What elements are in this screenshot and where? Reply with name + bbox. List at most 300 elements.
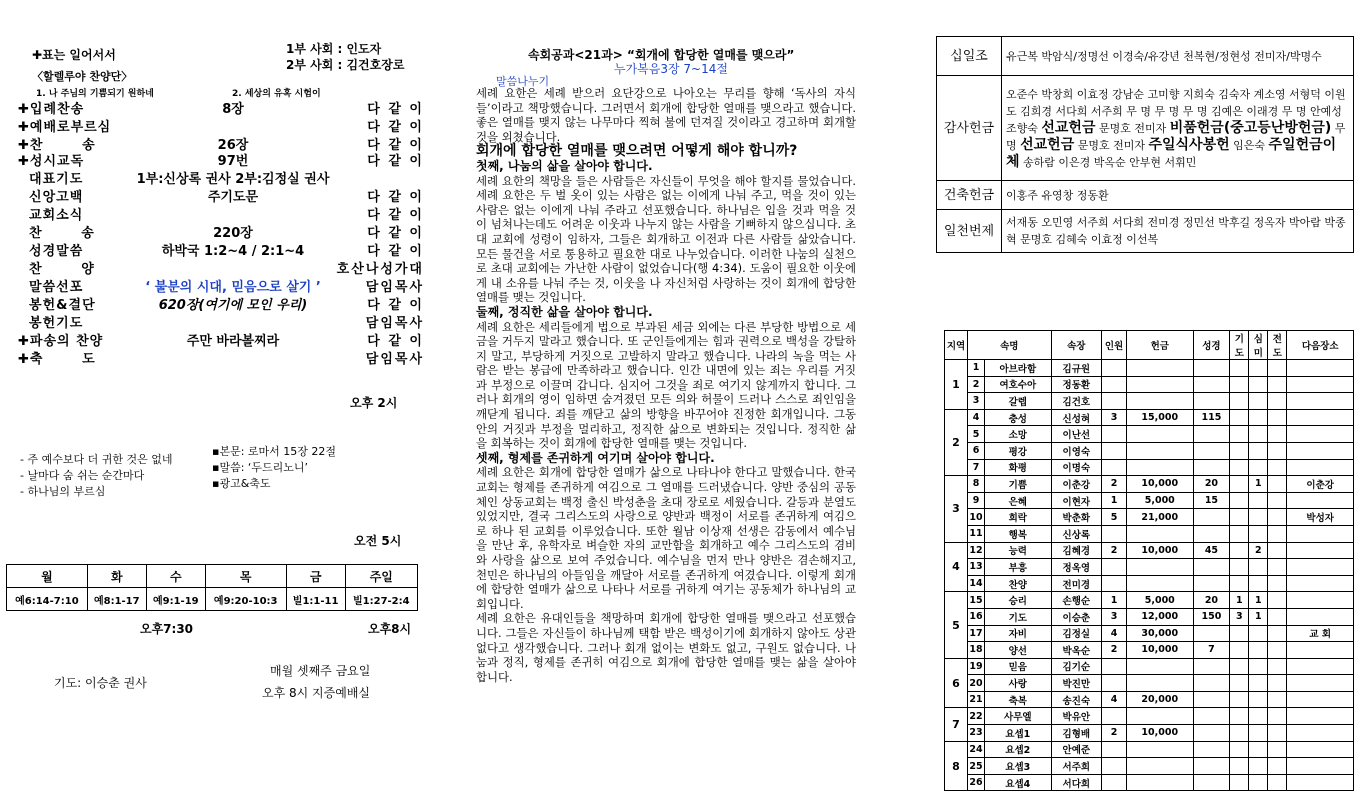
table-cell bbox=[1287, 741, 1354, 758]
table-cell: 12 bbox=[968, 542, 985, 559]
table-cell bbox=[1268, 592, 1287, 609]
table-cell: 김형배 bbox=[1051, 725, 1101, 742]
table-cell bbox=[1249, 459, 1268, 476]
region-cell: 3 bbox=[945, 476, 968, 542]
table-cell bbox=[1249, 559, 1268, 576]
table-cell bbox=[1127, 559, 1194, 576]
table-cell: 3 bbox=[1230, 608, 1249, 625]
table-cell bbox=[1230, 409, 1249, 426]
table-cell: 1 bbox=[1230, 592, 1249, 609]
table-cell bbox=[1287, 426, 1354, 443]
table-cell bbox=[1193, 525, 1230, 542]
table-cell bbox=[1127, 393, 1194, 410]
choir-name: 〈할렐루야 찬양단〉 bbox=[32, 70, 133, 83]
table-cell bbox=[1268, 741, 1287, 758]
table-cell: 4 bbox=[1102, 691, 1127, 708]
host-1: 1부 사회 : 인도자 bbox=[286, 42, 382, 56]
table-row bbox=[937, 37, 1354, 76]
table-cell bbox=[1287, 525, 1354, 542]
table-cell: 2 bbox=[968, 376, 985, 393]
order-item bbox=[18, 204, 428, 224]
table-cell bbox=[1230, 360, 1249, 377]
order-item bbox=[18, 276, 428, 296]
table-cell bbox=[1127, 360, 1194, 377]
table-cell: 25 bbox=[968, 758, 985, 775]
table-cell: 2 bbox=[1249, 542, 1268, 559]
table-cell: 5,000 bbox=[1127, 492, 1194, 509]
table-cell bbox=[1230, 442, 1249, 459]
table-cell bbox=[1249, 509, 1268, 526]
table-row bbox=[945, 575, 1354, 592]
table-row bbox=[945, 625, 1354, 642]
table-cell bbox=[1102, 675, 1127, 692]
table-cell: 8 bbox=[968, 476, 985, 493]
table-cell: 10,000 bbox=[1127, 542, 1194, 559]
host-2: 2부 사회 : 김건호장로 bbox=[286, 58, 405, 72]
table-cell bbox=[1249, 426, 1268, 443]
table-row bbox=[945, 442, 1354, 459]
column-header: 지역 bbox=[945, 331, 968, 360]
table-cell: 예8:1-17 bbox=[87, 588, 146, 611]
table-cell: 23 bbox=[968, 725, 985, 742]
table-cell bbox=[1193, 559, 1230, 576]
table-cell: 150 bbox=[1193, 608, 1230, 625]
table-cell bbox=[1287, 442, 1354, 459]
table-cell bbox=[1193, 675, 1230, 692]
table-cell bbox=[1268, 642, 1287, 659]
pm2-info bbox=[212, 444, 336, 492]
table-cell: 1 bbox=[1249, 608, 1268, 625]
order-item-label: 성경말씀 bbox=[18, 244, 84, 259]
table-cell: 17 bbox=[968, 625, 985, 642]
table-row bbox=[945, 691, 1354, 708]
column-header: 다음장소 bbox=[1287, 331, 1354, 360]
table-row bbox=[945, 741, 1354, 758]
table-cell: 송진숙 bbox=[1051, 691, 1101, 708]
order-item bbox=[18, 98, 428, 118]
table-cell: 15 bbox=[1193, 492, 1230, 509]
table-row bbox=[945, 758, 1354, 775]
order-item-leader: 호산나성가대 bbox=[336, 262, 424, 277]
table-cell: 20 bbox=[968, 675, 985, 692]
order-item bbox=[18, 348, 428, 368]
table-cell bbox=[1193, 393, 1230, 410]
order-item-leader: 다 같 이 bbox=[367, 120, 424, 135]
order-item-leader: 담임목사 bbox=[365, 352, 424, 367]
table-row bbox=[945, 509, 1354, 526]
table-cell bbox=[1102, 393, 1127, 410]
column-header: 속장 bbox=[1051, 331, 1101, 360]
list-item: ▪본문: 로마서 15장 22절 bbox=[212, 445, 337, 458]
column-header: 인원 bbox=[1102, 331, 1127, 360]
table-cell: 충성 bbox=[985, 409, 1052, 426]
table-cell: 기쁨 bbox=[985, 476, 1052, 493]
table-cell: 3 bbox=[1102, 608, 1127, 625]
table-cell bbox=[1102, 708, 1127, 725]
table-row bbox=[945, 525, 1354, 542]
table-row bbox=[945, 608, 1354, 625]
order-item-label: ✚성시교독 bbox=[18, 154, 85, 169]
table-cell bbox=[1249, 758, 1268, 775]
table-cell: 김건호 bbox=[1051, 393, 1101, 410]
table-cell bbox=[1287, 409, 1354, 426]
table-cell: 김정실 bbox=[1051, 625, 1101, 642]
order-item-leader: 다 같 이 bbox=[367, 102, 424, 117]
attendance-table bbox=[944, 330, 1354, 791]
table-row bbox=[937, 210, 1354, 253]
order-item-leader: 다 같 이 bbox=[367, 244, 424, 259]
order-item-detail: 8장 bbox=[222, 102, 244, 117]
table-cell: 1 bbox=[968, 360, 985, 377]
table-cell: 6 bbox=[968, 442, 985, 459]
table-cell: 21,000 bbox=[1127, 509, 1194, 526]
order-item-leader: 담임목사 bbox=[365, 316, 424, 331]
order-item-label: 봉헌&결단 bbox=[18, 298, 96, 313]
table-cell bbox=[1193, 725, 1230, 742]
table-cell bbox=[1102, 741, 1127, 758]
table-cell: 이승춘 bbox=[1051, 608, 1101, 625]
table-cell: 이명숙 bbox=[1051, 459, 1101, 476]
table-cell: 화평 bbox=[985, 459, 1052, 476]
table-cell: 7 bbox=[1193, 642, 1230, 659]
table-cell: 1 bbox=[1249, 476, 1268, 493]
offering-table bbox=[936, 36, 1354, 253]
table-cell: 주일 bbox=[345, 565, 417, 588]
table-cell: 은혜 bbox=[985, 492, 1052, 509]
order-item bbox=[18, 312, 428, 332]
list-item: ▪말씀: ‘두드리노니’ bbox=[212, 461, 309, 474]
table-cell: 이현자 bbox=[1051, 492, 1101, 509]
table-cell bbox=[1268, 608, 1287, 625]
paragraph: 세례 요한은 세리들에게 법으로 부과된 세금 외에는 다른 부당한 방법으로 세금을 거두지 말라고 했습니다. 또 군인들에게는 힘과 권력으로 백성을 강탈하지 말고, 부당하게 거짓으로 고발하지 말라고 했습니다. 나라의 녹을 먹는 사람은 받는 봉급에 만족하라고 했습니다. 인간 내면에 있는 죄는 우리를 거짓과 부정으로 이끌며 갑니다. 심지어 그것을 죄로 여기지 않게까지 합니다. 그러나 회개의 영이 임하면 숨겨졌던 모든 의와 허물이 드러나 스스로 죄인임을 깨닫게 됩니다. 죄를 깨닫고 삶의 방향을 바꾸어야 진정한 회개입니다. 그동안의 거짓과 부정을 멀리하고, 정직한 삶으로 변화되는 것입니다. 정직한 삶을 회복하는 것이 회개에 합당한 열매를 맺는 것입니다. bbox=[476, 319, 856, 451]
column-header: 성경 bbox=[1193, 331, 1230, 360]
table-cell bbox=[1127, 675, 1194, 692]
table-cell bbox=[1268, 409, 1287, 426]
table-cell bbox=[1287, 559, 1354, 576]
table-cell: 이난선 bbox=[1051, 426, 1101, 443]
table-cell: 소망 bbox=[985, 426, 1052, 443]
order-item-label: ✚입례찬송 bbox=[18, 102, 85, 117]
order-item-label: 신앙고백 bbox=[18, 190, 84, 205]
table-row bbox=[945, 675, 1354, 692]
column-header: 심미 bbox=[1249, 331, 1268, 360]
donor-names: 오준수 박창희 이효정 강남순 고미향 지희숙 김숙자 계소영 서형덕 이원도 김희경 서다희 서주희 무 명 무 명 무 명 김예은 이래경 무 명 안예성 조향숙 bbox=[1006, 87, 1346, 135]
table-cell: 20,000 bbox=[1127, 691, 1194, 708]
table-cell bbox=[1287, 675, 1354, 692]
donor-names: 임은숙 bbox=[1229, 138, 1269, 152]
table-cell bbox=[1287, 758, 1354, 775]
table-cell bbox=[1230, 459, 1249, 476]
table-cell: 십일조 bbox=[937, 37, 1002, 76]
table-cell bbox=[1268, 708, 1287, 725]
table-row bbox=[945, 725, 1354, 742]
table-cell: 19 bbox=[968, 658, 985, 675]
order-item-leader: 담임목사 bbox=[365, 280, 424, 295]
table-cell bbox=[1287, 360, 1354, 377]
table-cell: 이홍주 유영창 정동환 bbox=[1002, 181, 1354, 210]
table-cell: 여호수아 bbox=[985, 376, 1052, 393]
table-cell: 박옥순 bbox=[1051, 642, 1101, 659]
order-item-detail: 1부:신상록 권사 2부:김정실 권사 bbox=[136, 172, 330, 187]
order-item-label: 봉헌기도 bbox=[18, 316, 84, 331]
table-cell: 아브라함 bbox=[985, 360, 1052, 377]
table-row bbox=[945, 426, 1354, 443]
table-cell: 10,000 bbox=[1127, 476, 1194, 493]
table-cell bbox=[1268, 725, 1287, 742]
table-cell bbox=[1102, 376, 1127, 393]
table-cell: 5 bbox=[1102, 509, 1127, 526]
table-cell bbox=[1268, 476, 1287, 493]
table-cell bbox=[1268, 542, 1287, 559]
order-item-detail: 주만 바라볼찌라 bbox=[186, 334, 280, 349]
table-row bbox=[945, 409, 1354, 426]
offering-type: 주일식사봉헌 bbox=[1148, 136, 1230, 153]
table-cell bbox=[1102, 459, 1127, 476]
table-cell bbox=[1193, 774, 1230, 791]
table-cell bbox=[1268, 625, 1287, 642]
am5-label: 오전 5시 bbox=[354, 534, 402, 548]
table-row bbox=[945, 559, 1354, 576]
table-cell bbox=[1268, 426, 1287, 443]
table-cell bbox=[1249, 774, 1268, 791]
order-item-detail: 220장 bbox=[213, 226, 253, 241]
table-cell: 20 bbox=[1193, 592, 1230, 609]
order-item-label: ✚축 도 bbox=[18, 352, 96, 367]
table-cell bbox=[1287, 492, 1354, 509]
table-row bbox=[937, 76, 1354, 181]
table-cell: 5,000 bbox=[1127, 592, 1194, 609]
prayer-leader: 기도: 이승춘 권사 bbox=[54, 676, 147, 690]
table-cell: 요셉1 bbox=[985, 725, 1052, 742]
table-cell bbox=[1230, 376, 1249, 393]
table-cell bbox=[1102, 360, 1127, 377]
list-item: ▪광고&축도 bbox=[212, 477, 271, 490]
order-item bbox=[18, 330, 428, 350]
table-cell bbox=[1249, 376, 1268, 393]
region-cell: 1 bbox=[945, 360, 968, 410]
order-item-leader: 다 같 이 bbox=[367, 226, 424, 241]
table-cell bbox=[1102, 758, 1127, 775]
table-cell bbox=[1287, 658, 1354, 675]
standing-note: ✚표는 일어서서 bbox=[32, 48, 116, 62]
lesson-question: 회개에 합당한 열매를 맺으려면 어떻게 해야 합니까? bbox=[476, 143, 798, 160]
table-cell bbox=[1102, 774, 1127, 791]
table-cell bbox=[1127, 426, 1194, 443]
table-cell: 16 bbox=[968, 608, 985, 625]
table-cell bbox=[1268, 525, 1287, 542]
table-cell bbox=[1249, 741, 1268, 758]
offering-type: 주일헌금이체 bbox=[1006, 136, 1337, 170]
table-cell bbox=[1249, 409, 1268, 426]
table-cell: 박성자 bbox=[1287, 509, 1354, 526]
list-item: - 하나님의 부르심 bbox=[20, 485, 106, 498]
list-item: - 주 예수보다 더 귀한 것은 없네 bbox=[20, 453, 173, 466]
table-cell: 이춘강 bbox=[1051, 476, 1101, 493]
table-cell: 24 bbox=[968, 741, 985, 758]
table-cell bbox=[1193, 509, 1230, 526]
table-cell bbox=[1127, 442, 1194, 459]
table-row bbox=[945, 459, 1354, 476]
column-header: 헌금 bbox=[1127, 331, 1194, 360]
table-cell: 믿음 bbox=[985, 658, 1052, 675]
table-cell: 22 bbox=[968, 708, 985, 725]
donor-names: 송하람 이은경 박옥순 안부현 서휘민 bbox=[1019, 155, 1197, 169]
table-cell: 9 bbox=[968, 492, 985, 509]
table-row bbox=[945, 360, 1354, 377]
paragraph: 세례 요한의 책망을 들은 사람들은 자신들이 무엇을 해야 할지를 물었습니다. 세례 요한은 두 벌 옷이 있는 사람은 없는 이에게 나눠 주고, 먹을 것이 있는 사람은 없는 이에게 나눠 주라고 선포했습니다. 하나님은 입을 것과 먹을 것이 넘쳐나는데도 어려운 이웃과 나누지 않는 사람을 기뻐하지 않으십니다. 초대 교회에 성령이 임하자, 그들은 회개하고 이전과 다른 사람들 삶았습니다. 모든 물건을 서로 통용하고 필요한 대로 나누었습니다. 이러한 나눔의 실천으로 초대 교회에는 가난한 사람이 없었습니다(행 4:34). 도움이 필요한 이웃에게 내 소유를 나눠 주는 것, 이웃을 나 자신처럼 사랑하는 것이 회개에 합당한 열매를 맺는 것입니다. bbox=[476, 173, 856, 305]
table-cell: 15,000 bbox=[1127, 409, 1194, 426]
section-heading: 셋째, 형제를 존귀하게 여기며 살아야 합니다. bbox=[476, 450, 715, 465]
table-cell bbox=[1249, 525, 1268, 542]
table-cell bbox=[1249, 691, 1268, 708]
table-cell bbox=[1249, 675, 1268, 692]
table-cell bbox=[1287, 725, 1354, 742]
table-cell: 감사헌금 bbox=[937, 76, 1002, 181]
table-cell bbox=[1249, 360, 1268, 377]
table-cell: 사무엘 bbox=[985, 708, 1052, 725]
table-cell bbox=[1230, 393, 1249, 410]
table-cell bbox=[1230, 625, 1249, 642]
table-row bbox=[7, 588, 418, 611]
table-cell: 2 bbox=[1102, 642, 1127, 659]
donor-names: 문명호 전미자 bbox=[1095, 121, 1170, 135]
table-cell: 능력 bbox=[985, 542, 1052, 559]
order-item-label: ✚예배로부르심 bbox=[18, 120, 112, 135]
order-item-leader: 다 같 이 bbox=[367, 298, 424, 313]
table-cell: 14 bbox=[968, 575, 985, 592]
table-cell bbox=[1193, 360, 1230, 377]
table-cell bbox=[1287, 542, 1354, 559]
table-cell: 11 bbox=[968, 525, 985, 542]
table-cell bbox=[1102, 658, 1127, 675]
table-cell bbox=[1249, 575, 1268, 592]
table-row bbox=[945, 642, 1354, 659]
table-cell bbox=[1230, 575, 1249, 592]
order-item bbox=[18, 168, 428, 188]
column-header: 전도 bbox=[1268, 331, 1287, 360]
table-cell: 기도 bbox=[985, 608, 1052, 625]
lesson-subtitle: 누가복음3장 7~14절 bbox=[614, 62, 728, 76]
table-cell bbox=[1287, 608, 1354, 625]
table-row bbox=[945, 774, 1354, 791]
order-item-leader: 다 같 이 bbox=[367, 190, 424, 205]
order-item-label: ✚찬 송 bbox=[18, 138, 96, 153]
table-row bbox=[945, 476, 1354, 493]
table-cell: 이영숙 bbox=[1051, 442, 1101, 459]
intro-label: 말씀나누기 bbox=[496, 75, 550, 88]
table-cell: 서주희 bbox=[1051, 758, 1101, 775]
table-cell bbox=[1102, 442, 1127, 459]
table-row bbox=[945, 492, 1354, 509]
table-cell: 일천번제 bbox=[937, 210, 1002, 253]
table-cell: 3 bbox=[968, 393, 985, 410]
pm8-label: 오후8시 bbox=[368, 622, 412, 636]
order-item-label: 교회소식 bbox=[18, 208, 84, 223]
order-item-label: 찬 양 bbox=[18, 262, 95, 277]
pm730-label: 오후7:30 bbox=[140, 622, 194, 636]
table-cell: 10 bbox=[968, 509, 985, 526]
order-item-leader: 다 같 이 bbox=[367, 334, 424, 349]
table-cell bbox=[1268, 774, 1287, 791]
table-cell: 수 bbox=[146, 565, 205, 588]
lesson-body bbox=[476, 86, 856, 684]
table-cell bbox=[1268, 459, 1287, 476]
table-cell bbox=[1249, 625, 1268, 642]
table-cell: 30,000 bbox=[1127, 625, 1194, 642]
order-item-detail: 26장 bbox=[217, 138, 249, 153]
table-cell: 12,000 bbox=[1127, 608, 1194, 625]
table-cell bbox=[1268, 393, 1287, 410]
pm2-label: 오후 2시 bbox=[350, 396, 398, 410]
table-cell bbox=[1230, 509, 1249, 526]
table-cell: 4 bbox=[968, 409, 985, 426]
table-header-row bbox=[945, 331, 1354, 360]
table-cell: 115 bbox=[1193, 409, 1230, 426]
table-row bbox=[945, 376, 1354, 393]
table-cell bbox=[1268, 442, 1287, 459]
table-cell: 박진만 bbox=[1051, 675, 1101, 692]
table-cell bbox=[1268, 575, 1287, 592]
region-cell: 6 bbox=[945, 658, 968, 708]
table-cell bbox=[1193, 442, 1230, 459]
table-cell bbox=[1230, 708, 1249, 725]
table-row bbox=[945, 658, 1354, 675]
table-cell: 21 bbox=[968, 691, 985, 708]
table-cell: 전미경 bbox=[1051, 575, 1101, 592]
table-cell: 부흥 bbox=[985, 559, 1052, 576]
table-cell bbox=[1230, 642, 1249, 659]
table-cell bbox=[1193, 708, 1230, 725]
table-cell bbox=[1193, 741, 1230, 758]
table-cell: 승리 bbox=[985, 592, 1052, 609]
table-cell: 예6:14-7:10 bbox=[7, 588, 88, 611]
table-cell bbox=[1230, 492, 1249, 509]
table-cell: 이춘강 bbox=[1287, 476, 1354, 493]
table-cell bbox=[1268, 509, 1287, 526]
table-cell bbox=[1193, 426, 1230, 443]
table-cell bbox=[1287, 774, 1354, 791]
table-cell bbox=[1102, 575, 1127, 592]
table-cell bbox=[1193, 691, 1230, 708]
table-cell bbox=[1127, 758, 1194, 775]
table-body bbox=[945, 360, 1354, 791]
donor-names: 무 명 bbox=[1006, 121, 1346, 152]
table-cell: 사랑 bbox=[985, 675, 1052, 692]
table-cell bbox=[1230, 725, 1249, 742]
table-cell: 정동환 bbox=[1051, 376, 1101, 393]
table-cell: 희락 bbox=[985, 509, 1052, 526]
paragraph: 세례 요한은 세례 받으러 요단강으로 나아오는 무리를 향해 ‘독사의 자식들’이라고 책망했습니다. 그러면서 회개에 합당한 열매를 맺으라고 했습니다. 좋은 열매를 맺지 않는 나무마다 찍혀 불에 던져질 것이라고 경고하며 회개할 것을 외쳤습니다. bbox=[476, 86, 856, 144]
table-cell bbox=[1127, 459, 1194, 476]
table-cell bbox=[1127, 741, 1194, 758]
table-cell: 26 bbox=[968, 774, 985, 791]
table-cell bbox=[1127, 376, 1194, 393]
table-cell: 서재동 오민영 서주희 서다희 전미경 정민선 박후길 정옥자 박아람 박종혁 문명호 김혜숙 이효정 이선복 bbox=[1002, 210, 1354, 253]
table-cell bbox=[1230, 741, 1249, 758]
table-cell bbox=[1249, 642, 1268, 659]
table-cell bbox=[1268, 675, 1287, 692]
region-cell: 8 bbox=[945, 741, 968, 791]
order-item-label: ✚파송의 찬양 bbox=[18, 334, 104, 349]
offering-type: 비품헌금(중고등난방헌금) bbox=[1169, 119, 1332, 136]
table-cell: 빌1:27-2:4 bbox=[345, 588, 417, 611]
table-cell: 목 bbox=[205, 565, 286, 588]
table-cell: 교 회 bbox=[1287, 625, 1354, 642]
region-cell: 2 bbox=[945, 409, 968, 475]
pm2-song-list bbox=[20, 452, 172, 500]
order-item-label: 찬 송 bbox=[18, 226, 95, 241]
monthly-note-1: 매월 셋째주 금요일 bbox=[270, 664, 371, 678]
